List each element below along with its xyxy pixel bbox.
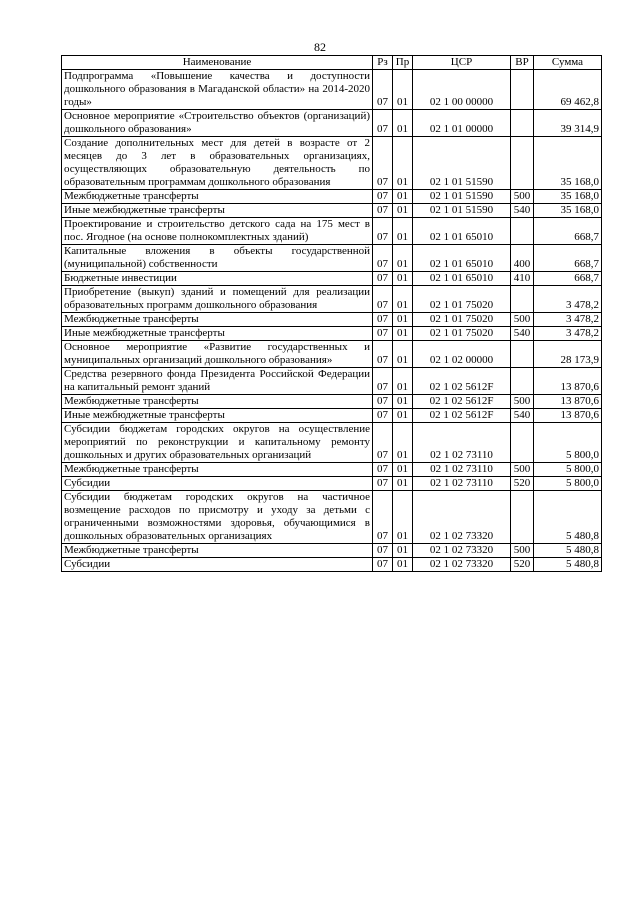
cell-vr: 500 [511, 190, 534, 204]
table-row [62, 245, 602, 272]
page-number: 82 [314, 40, 326, 54]
cell-vr [511, 70, 534, 110]
cell-pr: 01 [393, 544, 413, 558]
cell-vr: 520 [511, 558, 534, 572]
cell-pr: 01 [393, 341, 413, 368]
cell-vr [511, 286, 534, 313]
cell-csr: 02 1 01 51590 [413, 137, 511, 190]
column-header-rz: Рз [373, 56, 393, 70]
cell-pr: 01 [393, 313, 413, 327]
cell-vr [511, 341, 534, 368]
cell-sum: 3 478,2 [534, 313, 602, 327]
column-header-pr: Пр [393, 56, 413, 70]
cell-pr: 01 [393, 245, 413, 272]
cell-rz: 07 [373, 204, 393, 218]
cell-name: Средства резервного фонда Президента Российской Федерации на капитальный ремонт зданий [62, 368, 373, 395]
table-row [62, 463, 602, 477]
table-row [62, 491, 602, 544]
cell-pr: 01 [393, 137, 413, 190]
cell-rz: 07 [373, 313, 393, 327]
cell-csr: 02 1 01 65010 [413, 245, 511, 272]
cell-name: Субсидии бюджетам городских округов на осуществление мероприятий по реконструкции и капитальному ремонту дошкольных и других образовательных организаций [62, 423, 373, 463]
cell-name: Создание дополнительных мест для детей в возрасте от 2 месяцев до 3 лет в образовательных организациях, осуществляющих образовательную деятельность по образовательным программам дошкольного образования [62, 137, 373, 190]
cell-vr: 540 [511, 327, 534, 341]
cell-sum: 5 800,0 [534, 423, 602, 463]
cell-rz: 07 [373, 137, 393, 190]
cell-vr: 500 [511, 313, 534, 327]
cell-name: Межбюджетные трансферты [62, 190, 373, 204]
table-row [62, 137, 602, 190]
cell-pr: 01 [393, 327, 413, 341]
cell-sum: 3 478,2 [534, 286, 602, 313]
cell-name: Бюджетные инвестиции [62, 272, 373, 286]
cell-name: Межбюджетные трансферты [62, 463, 373, 477]
column-header-vr: ВР [511, 56, 534, 70]
cell-sum: 35 168,0 [534, 204, 602, 218]
cell-name: Субсидии бюджетам городских округов на частичное возмещение расходов по присмотру и уходу за детьми с ограниченными возможностями здоровья, обучающимися в дошкольных образовательных организациях [62, 491, 373, 544]
cell-sum: 3 478,2 [534, 327, 602, 341]
cell-pr: 01 [393, 477, 413, 491]
cell-vr [511, 368, 534, 395]
cell-csr: 02 1 01 00000 [413, 110, 511, 137]
column-header-name: Наименование [62, 56, 373, 70]
cell-sum: 28 173,9 [534, 341, 602, 368]
cell-pr: 01 [393, 286, 413, 313]
cell-sum: 13 870,6 [534, 409, 602, 423]
cell-sum: 5 800,0 [534, 463, 602, 477]
cell-name: Основное мероприятие «Развитие государственных и муниципальных организаций дошкольного образования» [62, 341, 373, 368]
cell-rz: 07 [373, 558, 393, 572]
cell-name: Основное мероприятие «Строительство объектов (организаций) дошкольного образования» [62, 110, 373, 137]
cell-vr: 500 [511, 544, 534, 558]
cell-pr: 01 [393, 395, 413, 409]
cell-rz: 07 [373, 245, 393, 272]
cell-pr: 01 [393, 491, 413, 544]
cell-vr [511, 110, 534, 137]
cell-pr: 01 [393, 423, 413, 463]
cell-rz: 07 [373, 395, 393, 409]
column-header-sum: Сумма [534, 56, 602, 70]
cell-name: Субсидии [62, 477, 373, 491]
table-row [62, 395, 602, 409]
cell-rz: 07 [373, 368, 393, 395]
cell-csr: 02 1 01 51590 [413, 204, 511, 218]
column-header-csr: ЦСР [413, 56, 511, 70]
cell-vr: 500 [511, 463, 534, 477]
cell-vr: 500 [511, 395, 534, 409]
cell-vr: 540 [511, 409, 534, 423]
cell-rz: 07 [373, 491, 393, 544]
table-row [62, 558, 602, 572]
table-row [62, 286, 602, 313]
cell-rz: 07 [373, 463, 393, 477]
cell-csr: 02 1 02 5612F [413, 395, 511, 409]
cell-csr: 02 1 02 73320 [413, 558, 511, 572]
cell-name: Субсидии [62, 558, 373, 572]
cell-csr: 02 1 02 73110 [413, 423, 511, 463]
cell-name: Иные межбюджетные трансферты [62, 409, 373, 423]
table-row [62, 341, 602, 368]
cell-rz: 07 [373, 190, 393, 204]
table-row [62, 409, 602, 423]
cell-csr: 02 1 01 65010 [413, 218, 511, 245]
table-row [62, 368, 602, 395]
cell-sum: 5 480,8 [534, 491, 602, 544]
cell-name: Капитальные вложения в объекты государственной (муниципальной) собственности [62, 245, 373, 272]
cell-pr: 01 [393, 190, 413, 204]
cell-pr: 01 [393, 368, 413, 395]
cell-sum: 69 462,8 [534, 70, 602, 110]
cell-csr: 02 1 01 75020 [413, 313, 511, 327]
cell-rz: 07 [373, 70, 393, 110]
table-row [62, 544, 602, 558]
cell-sum: 668,7 [534, 272, 602, 286]
cell-name: Межбюджетные трансферты [62, 313, 373, 327]
cell-rz: 07 [373, 544, 393, 558]
table-row [62, 110, 602, 137]
cell-vr [511, 218, 534, 245]
cell-csr: 02 1 02 73110 [413, 463, 511, 477]
table-row [62, 218, 602, 245]
table-row [62, 327, 602, 341]
cell-csr: 02 1 00 00000 [413, 70, 511, 110]
cell-csr: 02 1 02 73320 [413, 544, 511, 558]
table-row [62, 313, 602, 327]
cell-pr: 01 [393, 70, 413, 110]
table-header-row [62, 56, 602, 70]
cell-sum: 13 870,6 [534, 395, 602, 409]
cell-rz: 07 [373, 423, 393, 463]
table-row [62, 423, 602, 463]
cell-pr: 01 [393, 218, 413, 245]
cell-sum: 668,7 [534, 218, 602, 245]
cell-sum: 5 480,8 [534, 544, 602, 558]
cell-vr: 410 [511, 272, 534, 286]
cell-csr: 02 1 01 51590 [413, 190, 511, 204]
cell-pr: 01 [393, 204, 413, 218]
cell-vr [511, 491, 534, 544]
cell-csr: 02 1 02 00000 [413, 341, 511, 368]
cell-sum: 39 314,9 [534, 110, 602, 137]
cell-vr: 520 [511, 477, 534, 491]
cell-rz: 07 [373, 477, 393, 491]
cell-csr: 02 1 02 73110 [413, 477, 511, 491]
cell-rz: 07 [373, 218, 393, 245]
cell-csr: 02 1 02 5612F [413, 368, 511, 395]
cell-rz: 07 [373, 409, 393, 423]
cell-name: Иные межбюджетные трансферты [62, 204, 373, 218]
cell-name: Межбюджетные трансферты [62, 544, 373, 558]
table-row [62, 190, 602, 204]
table-row [62, 477, 602, 491]
cell-rz: 07 [373, 110, 393, 137]
cell-sum: 13 870,6 [534, 368, 602, 395]
cell-rz: 07 [373, 341, 393, 368]
cell-sum: 5 480,8 [534, 558, 602, 572]
cell-rz: 07 [373, 327, 393, 341]
cell-csr: 02 1 02 5612F [413, 409, 511, 423]
table-row [62, 70, 602, 110]
cell-name: Иные межбюджетные трансферты [62, 327, 373, 341]
cell-pr: 01 [393, 463, 413, 477]
cell-rz: 07 [373, 272, 393, 286]
table-row [62, 204, 602, 218]
cell-vr [511, 137, 534, 190]
cell-sum: 668,7 [534, 245, 602, 272]
cell-sum: 35 168,0 [534, 137, 602, 190]
cell-csr: 02 1 01 75020 [413, 327, 511, 341]
cell-name: Проектирование и строительство детского сада на 175 мест в пос. Ягодное (на основе полнокомплектных зданий) [62, 218, 373, 245]
cell-sum: 5 800,0 [534, 477, 602, 491]
cell-name: Подпрограмма «Повышение качества и доступности дошкольного образования в Магаданской области» на 2014-2020 годы» [62, 70, 373, 110]
cell-csr: 02 1 01 75020 [413, 286, 511, 313]
cell-name: Приобретение (выкуп) зданий и помещений для реализации образовательных программ дошкольного образования [62, 286, 373, 313]
table-row [62, 272, 602, 286]
cell-pr: 01 [393, 110, 413, 137]
cell-name: Межбюджетные трансферты [62, 395, 373, 409]
cell-sum: 35 168,0 [534, 190, 602, 204]
cell-csr: 02 1 02 73320 [413, 491, 511, 544]
budget-table [61, 55, 602, 572]
cell-csr: 02 1 01 65010 [413, 272, 511, 286]
cell-vr: 400 [511, 245, 534, 272]
cell-rz: 07 [373, 286, 393, 313]
cell-pr: 01 [393, 558, 413, 572]
cell-pr: 01 [393, 272, 413, 286]
cell-pr: 01 [393, 409, 413, 423]
cell-vr [511, 423, 534, 463]
cell-vr: 540 [511, 204, 534, 218]
